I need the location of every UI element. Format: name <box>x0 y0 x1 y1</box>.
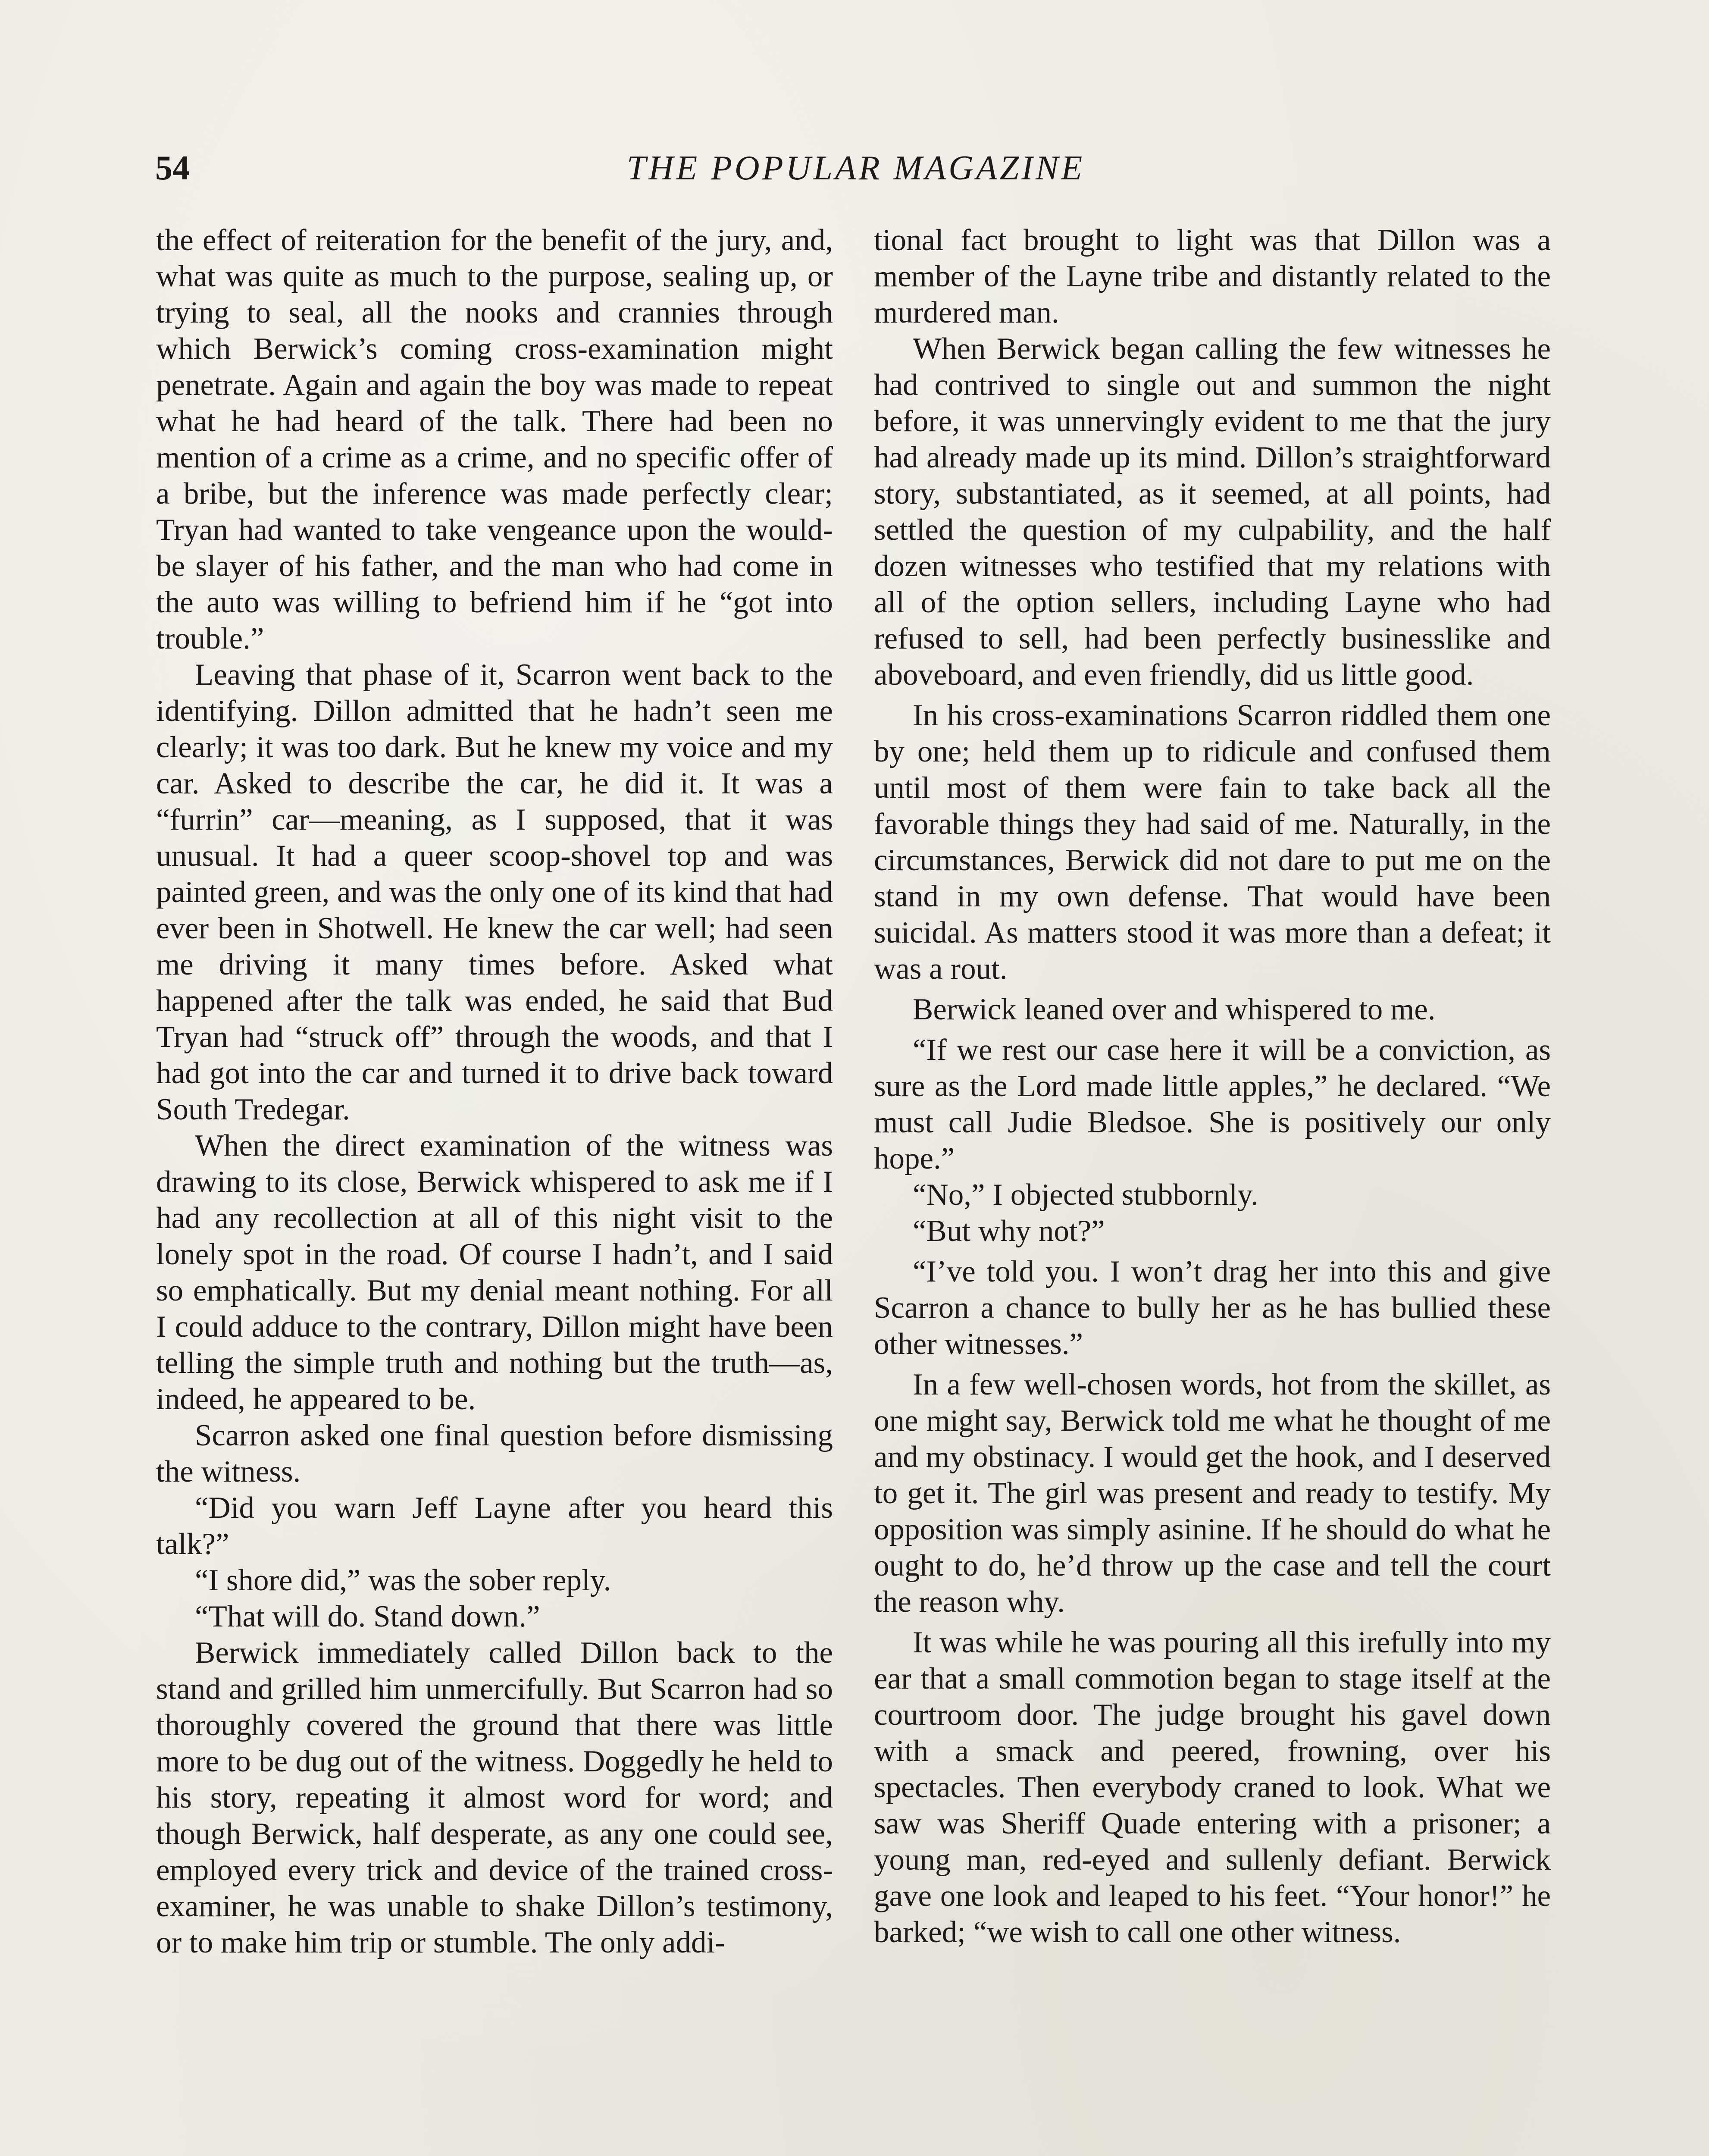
paragraph: tional fact brought to light was that Dillon was a member of the Layne tribe and distantly related to the murdered man. <box>874 223 1551 329</box>
paragraph: “If we rest our case here it will be a conviction, as sure as the Lord made little apples,” he declared. “We must call Judie Bledsoe. She is positively our only hope.” <box>874 1033 1551 1175</box>
paragraph: “That will do. Stand down.” <box>195 1600 540 1633</box>
paragraph: “No,” I objected stubbornly. <box>913 1178 1258 1212</box>
paragraph: Berwick immediately called Dillon back to the stand and grilled him unmercifully. But Scarron had so thoroughly covered the ground that there was little more to be dug out of the witness. Doggedly he held to his story, repeating it almost word for word; and though Berwick, half desperate, as any one could see, employed every trick and device of the trained cross-examiner, he was unable to shake Dillon’s testimony, or to make him trip or stumble. The only addi- <box>156 1636 833 1959</box>
paragraph: the effect of reiteration for the benefit of the jury, and, what was quite as much to the purpose, sealing up, or trying to seal, all the nooks and crannies through which Berwick’s coming cross-examination might penetrate. Again and again the boy was made to repeat what he had heard of the talk. There had been no mention of a crime as a crime, and no specific offer of a bribe, but the inference was made perfectly clear; Tryan had wanted to take vengeance upon the would-be slayer of his father, and the man who had come in the auto was willing to befriend him if he “got into trouble.” <box>156 223 833 655</box>
paragraph: Scarron asked one final question before dismissing the witness. <box>156 1419 833 1489</box>
paragraph: When Berwick began calling the few witnesses he had contrived to single out and summon the night before, it was unnervingly evident to me that the jury had already made up its mind. Dillon’s straightforward story, substantiated, as it seemed, at all points, had settled the question of my culpability, and the half dozen witnesses who testified that my relations with all of the option sellers, including Layne who had refused to sell, had been perfectly businesslike and aboveboard, and even friendly, did us little good. <box>874 332 1551 692</box>
paragraph: Leaving that phase of it, Scarron went back to the identifying. Dillon admitted that he hadn’t seen me clearly; it was too dark. But he knew my voice and my car. Asked to describe the car, he did it. It was a “furrin” car—meaning, as I supposed, that it was unusual. It had a queer scoop-shovel top and was painted green, and was the only one of its kind that had ever been in Shotwell. He knew the car well; had seen me driving it many times before. Asked what happened after the talk was ended, he said that Bud Tryan had “struck off” through the woods, and that I had got into the car and turned it to drive back toward South Tredegar. <box>156 658 833 1126</box>
page-number: 54 <box>155 149 190 187</box>
paragraph: In a few well-chosen words, hot from the skillet, as one might say, Berwick told me what he thought of me and my obstinacy. I would get the hook, and I deserved to get it. The girl was present and ready to testify. My opposition was simply asinine. If he should do what he ought to do, he’d throw up the case and tell the court the reason why. <box>874 1368 1551 1619</box>
paragraph: Berwick leaned over and whispered to me. <box>913 993 1436 1026</box>
running-title: THE POPULAR MAGAZINE <box>626 149 1085 187</box>
paragraph: In his cross-examinations Scarron riddled them one by one; held them up to ridicule and confused them until most of them were fain to take back all the favorable things they had said of me. Naturally, in the circumstances, Berwick did not dare to put me on the stand in my own defense. That would have been suicidal. As matters stood it was more than a defeat; it was a rout. <box>874 699 1551 986</box>
paragraph: “But why not?” <box>913 1214 1105 1248</box>
right-column <box>874 222 1551 1950</box>
left-column <box>156 222 833 1961</box>
paragraph: “Did you warn Jeff Layne after you heard this talk?” <box>156 1491 833 1561</box>
page-header <box>155 142 1556 194</box>
paragraph: “I’ve told you. I won’t drag her into this and give Scarron a chance to bully her as he has bullied these other witnesses.” <box>874 1255 1551 1361</box>
paragraph: When the direct examination of the witness was drawing to its close, Berwick whispered to ask me if I had any recollection at all of this night visit to the lonely spot in the road. Of course I hadn’t, and I said so emphatically. But my denial meant nothing. For all I could adduce to the contrary, Dillon might have been telling the simple truth and nothing but the truth—as, indeed, he appeared to be. <box>156 1129 833 1416</box>
paragraph: It was while he was pouring all this irefully into my ear that a small commotion began to stage itself at the courtroom door. The judge brought his gavel down with a smack and peered, frowning, over his spectacles. Then everybody craned to look. What we saw was Sheriff Quade entering with a prisoner; a young man, red-eyed and sullenly defiant. Berwick gave one look and leaped to his feet. “Your honor!” he barked; “we wish to call one other witness. <box>874 1626 1551 1949</box>
paragraph: “I shore did,” was the sober reply. <box>195 1564 611 1597</box>
